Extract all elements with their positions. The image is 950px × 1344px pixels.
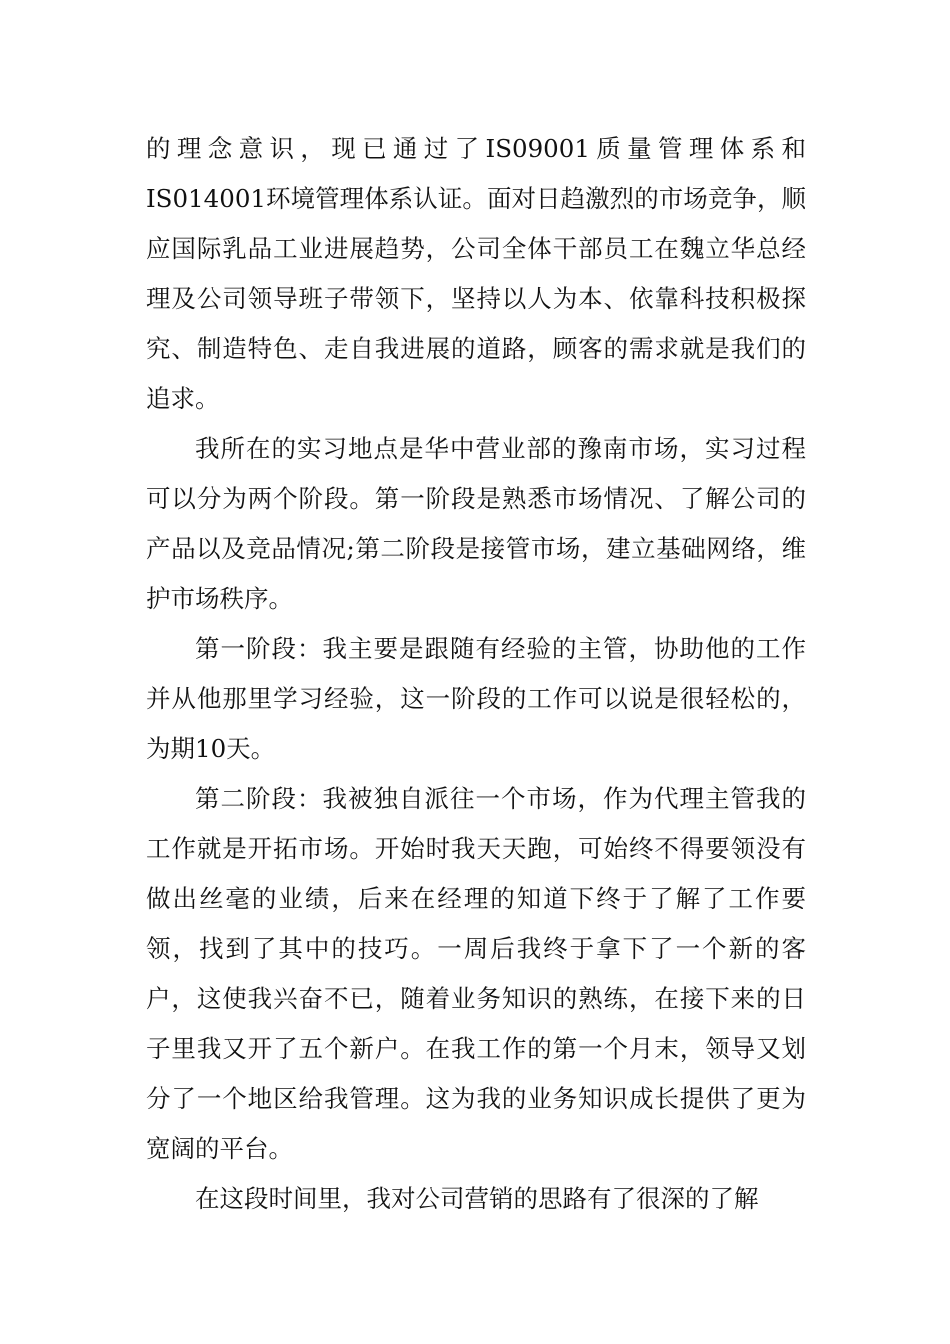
document-body [146, 124, 806, 1224]
paragraph-1: 的理念意识，现已通过了IS09001质量管理体系和IS014001环境管理体系认证。面对日趋激烈的市场竞争，顺应国际乳品工业进展趋势，公司全体干部员工在魏立华总经理及公司领导班子带领下，坚持以人为本、依靠科技积极探究、制造特色、走自我进展的道路，顾客的需求就是我们的追求。 [146, 134, 806, 413]
paragraph-2: 我所在的实习地点是华中营业部的豫南市场，实习过程可以分为两个阶段。第一阶段是熟悉市场情况、了解公司的产品以及竞品情况;第二阶段是接管市场，建立基础网络，维护市场秩序。 [146, 434, 806, 613]
paragraph-5: 在这段时间里，我对公司营销的思路有了很深的了解 [195, 1184, 759, 1213]
paragraph-3: 第一阶段：我主要是跟随有经验的主管，协助他的工作并从他那里学习经验，这一阶段的工作可以说是很轻松的，为期10天。 [146, 634, 806, 763]
paragraph-4: 第二阶段：我被独自派往一个市场，作为代理主管我的工作就是开拓市场。开始时我天天跑，可始终不得要领没有做出丝毫的业绩，后来在经理的知道下终于了解了工作要领，找到了其中的技巧。一周后我终于拿下了一个新的客户，这使我兴奋不已，随着业务知识的熟练，在接下来的日子里我又开了五个新户。在我工作的第一个月末，领导又划分了一个地区给我管理。这为我的业务知识成长提供了更为宽阔的平台。 [146, 784, 806, 1163]
